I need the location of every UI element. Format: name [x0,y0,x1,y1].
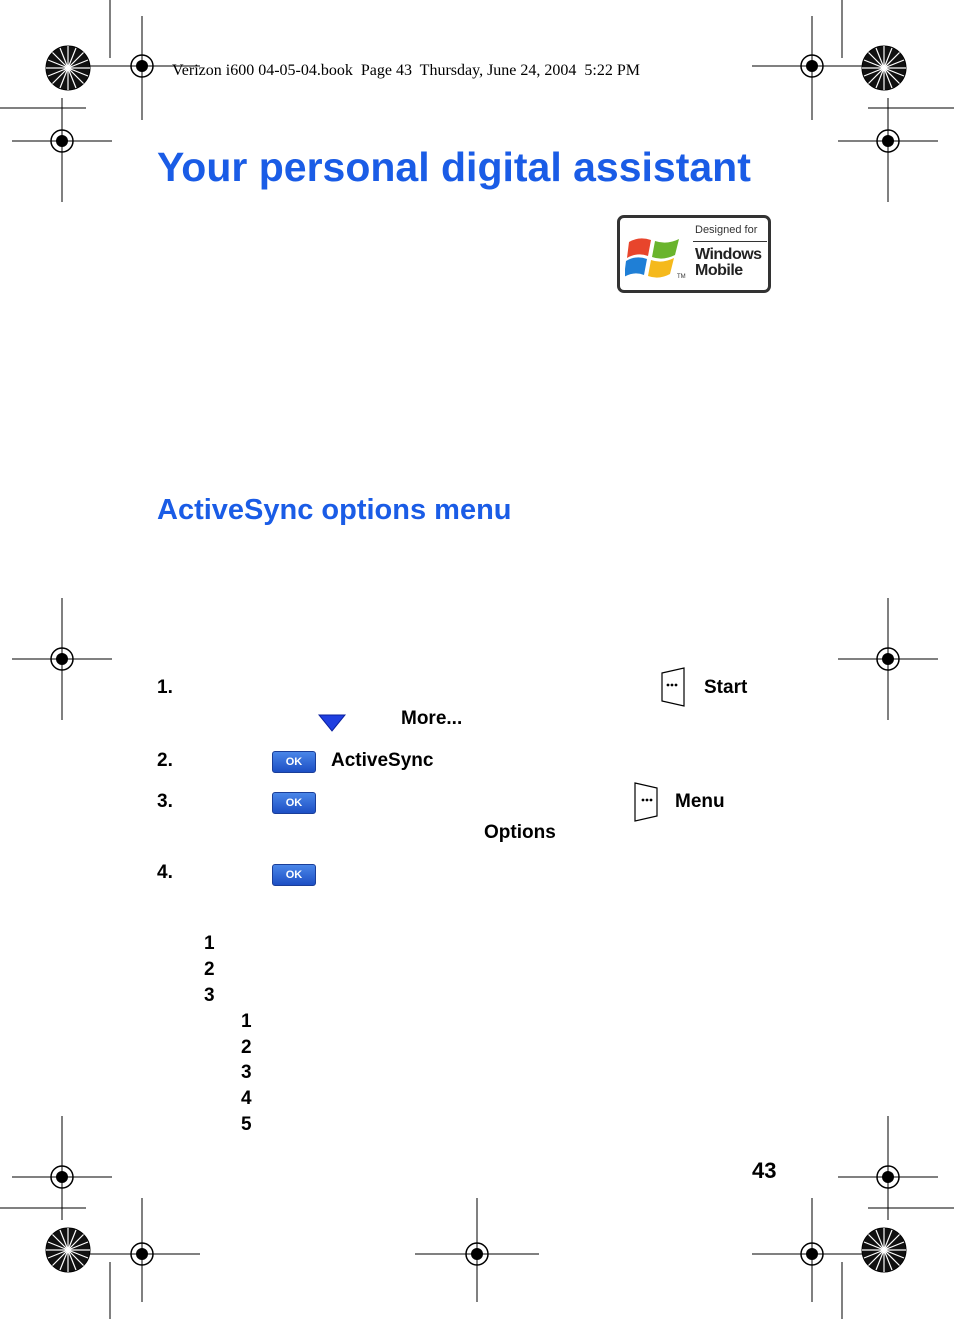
list-item: 5 [241,1114,252,1135]
page-title: Your personal digital assistant [157,144,751,190]
list-item: 4 [241,1088,252,1109]
logo-divider [693,241,767,242]
windows-mobile-logo [617,215,771,293]
activesync-label: ActiveSync [331,750,434,771]
list-item: 3 [241,1062,252,1083]
logo-designed-for: Designed for [695,224,758,236]
right-softkey-icon [633,782,659,822]
menu-label: Menu [675,791,725,812]
step-2-number: 2. [157,750,173,771]
list-item: 2 [204,959,215,980]
step-4-number: 4. [157,862,173,883]
ok-key-icon: OK [272,864,316,886]
page-number: 43 [752,1158,777,1183]
ok-key-icon: OK [272,751,316,773]
logo-windows-text: Windows [695,246,762,263]
list-item: 1 [204,933,215,954]
ok-key-icon: OK [272,792,316,814]
more-label: More... [401,708,463,729]
step-3-number: 3. [157,791,173,812]
section-title: ActiveSync options menu [157,494,512,526]
navigate-down-icon [318,714,346,732]
step-1-number: 1. [157,677,173,698]
logo-mobile-text: Mobile [695,262,743,279]
options-label: Options [484,822,556,843]
list-item: 2 [241,1037,252,1058]
left-softkey-icon [660,667,686,707]
print-header: Verizon i600 04-05-04.book Page 43 Thursday, June 24, 2004 5:22 PM [172,62,640,79]
start-label: Start [704,677,748,698]
logo-tm: TM [677,274,686,280]
list-item: 1 [241,1011,252,1032]
list-item: 3 [204,985,215,1006]
